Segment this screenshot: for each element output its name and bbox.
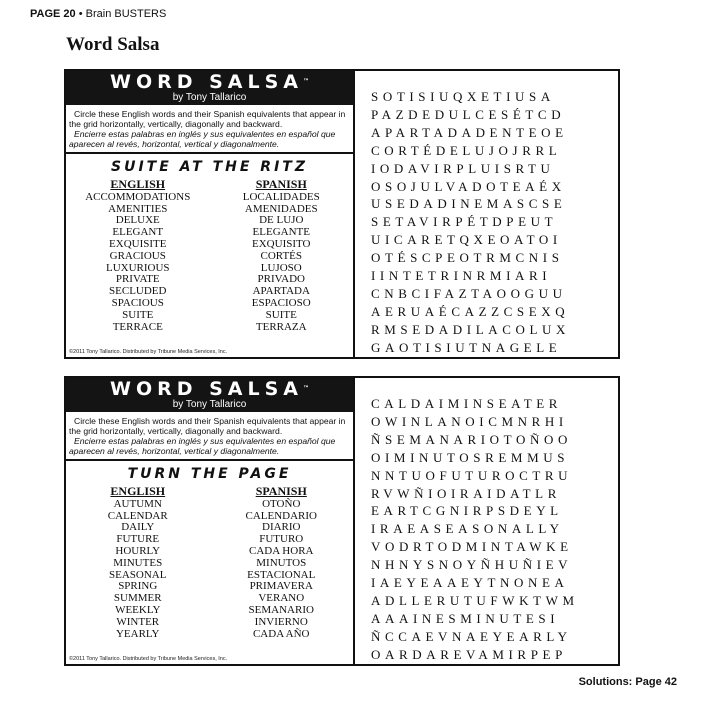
word-item: CADA AÑO [252,627,310,640]
english-list [66,486,210,640]
spanish-heading: SPANISH [255,177,307,191]
copyright: ©2011 Tony Tallarico. Distributed by Tribune Media Services, Inc. [69,656,228,662]
word-item: CALENDARIO [245,509,317,522]
word-item: TERRACE [112,320,163,333]
word-lists [66,179,353,333]
instructions-en: Circle these English words and their Spanish equivalents that appear in the grid horizontally, vertically, diagonally and backward. [69,109,346,129]
logo-banner [66,378,353,412]
page-title: Word Salsa [66,34,160,55]
word-item: SUITE [122,308,154,321]
grid-row: PAZDEDULCESÉTCD [371,106,566,122]
grid-row: OTÉSCPEOTRMCNIS [371,250,564,266]
puzzle-subtitle: SUITE AT THE RITZ [111,159,308,175]
logo [66,71,353,92]
copyright: ©2011 Tony Tallarico. Distributed by Tribune Media Services, Inc. [69,349,228,355]
page-number: PAGE 20 [30,8,76,20]
grid-row: SOTISIUQXETIUSA [371,89,555,104]
word-item: CALENDAR [107,509,168,522]
grid-row: OSOJULVADOTEAÉX [371,178,566,194]
solutions-note: Solutions: Page 42 [578,676,677,688]
word-item: SPRING [118,580,158,593]
word-item: ACCOMMODATIONS [85,190,191,203]
grid-row: RVWÑIOIRAIDATLR [371,485,561,501]
word-item: MINUTES [113,556,163,569]
word-item: SECLUDED [109,285,167,298]
grid-row: AERUAÉCAZZCSEXQ [371,303,570,319]
letter-grid [355,378,618,664]
page-header [30,8,166,20]
word-item: FUTURO [259,533,304,546]
grid-row: OWINLANOICMNRHI [371,413,568,429]
word-item: SUMMER [113,592,162,605]
word-item: LUJOSO [260,261,302,274]
grid-row: CALDAIMINSEATER [371,396,563,411]
grid-row: USEDADINEMASCSE [371,196,567,212]
word-item: AUTUMN [113,497,162,510]
spanish-list [210,486,354,640]
byline: by Tony Tallarico [172,399,247,410]
word-item: SUITE [265,308,297,321]
grid-row: CNBCIFAZTAOOGUU [371,285,567,301]
spanish-heading: SPANISH [255,484,307,498]
grid-row: IRAEASEASONALLY [371,521,564,537]
grid-row: EARTCGNIRPSDEYL [371,503,563,519]
grid-row: OARDAREVAMIRPEP [371,646,567,662]
word-item: ESTACIONAL [247,568,316,581]
word-item: EXQUISITE [109,237,167,250]
word-item: APARTADA [252,285,310,298]
puzzle-2-clues [66,378,355,664]
trademark: ™ [303,78,309,85]
grid-row: AAAINESMINUTESI [371,610,560,626]
trademark: ™ [303,385,309,392]
letter-grid [355,71,618,357]
grid-row: RMSEDADILACOLUX [371,321,570,337]
word-item: FUTURE [116,533,160,546]
grid-row: IINTETRINRMIARI [371,268,552,284]
word-item: CORTÉS [260,249,302,262]
grid-row: NNTUOFUTUROCTRU [371,467,573,483]
word-item: GRACIOUS [109,249,166,262]
section-name: Brain BUSTERS [85,8,167,20]
grid-row: CORTÉDELUJOJRRL [371,142,562,158]
word-item: SEASONAL [109,568,167,581]
grid-row: VODRTODMINTAWKE [371,539,573,555]
puzzle-1 [64,69,620,359]
word-item: AMENIDADES [244,202,318,215]
word-item: ELEGANTE [252,226,310,239]
grid-row: IODAVIRPLUISRTU [371,160,555,176]
word-item: WINTER [116,615,160,628]
grid-row: IAEYEAAEYTNONEA [371,575,569,591]
word-item: TERRAZA [255,320,307,333]
grid-row: SETAVIRPÉTDPEUT [371,214,558,230]
word-item: DIARIO [262,521,301,534]
spanish-list [210,179,354,333]
word-lists [66,486,353,640]
grid-row: APARTADADENTEOE [371,124,568,140]
grid-row: OIMINUTOSREMMUS [371,449,570,465]
english-list [66,179,210,333]
instructions [66,105,353,154]
word-item: PRIVATE [115,273,160,286]
word-item: ESPACIOSO [251,296,311,309]
grid-row: ÑSEMANARIOTOÑOO [371,431,572,447]
puzzle-2 [64,376,620,666]
word-item: YEARLY [115,627,160,640]
instructions [66,412,353,461]
english-heading: ENGLISH [110,177,166,191]
word-item: LOCALIDADES [242,190,320,203]
header-bullet: • [78,8,83,20]
logo-banner [66,71,353,105]
word-item: EXQUISITO [252,237,311,250]
grid-row: ADLLERUTUFWKTWM [371,592,579,608]
word-item: VERANO [258,592,305,605]
word-item: WEEKLY [115,603,161,616]
grid-row: ÑCCAEVNAEYEARLY [371,628,572,644]
word-item: DELUXE [115,214,160,227]
word-item: LUXURIOUS [105,261,170,274]
word-item: INVIERNO [254,615,308,628]
grid-row: UICARETQXEOATOI [371,232,562,248]
word-item: SPACIOUS [111,296,164,309]
byline: by Tony Tallarico [172,92,247,103]
word-item: SEMANARIO [248,603,314,616]
logo-text: WORD SALSA [109,71,303,93]
instructions-en: Circle these English words and their Spanish equivalents that appear in the grid horizontally, vertically, diagonally and backward. [69,416,346,436]
word-item: ELEGANT [112,226,164,239]
english-heading: ENGLISH [110,484,166,498]
grid-row: GAOTISIUTNAGELE [371,339,562,355]
word-item: OTOÑO [262,497,301,510]
word-item: CADA HORA [249,544,314,557]
puzzle-1-clues [66,71,355,357]
word-item: MINUTOS [256,556,307,569]
word-item: PRIVADO [257,273,305,286]
word-item: AMENITIES [108,202,168,215]
logo-text: WORD SALSA [109,378,303,400]
instructions-es: Encierre estas palabras en inglés y sus equivalentes en español que aparecen al revés, horizontal, vertical y diagonalmente. [69,129,336,149]
word-item: HOURLY [115,544,161,557]
logo [66,378,353,399]
word-item: PRIMAVERA [249,580,313,593]
instructions-es: Encierre estas palabras en inglés y sus equivalentes en español que aparecen al revés, horizontal, vertical y diagonalmente. [69,436,336,456]
word-item: DE LUJO [259,214,304,227]
word-item: DAILY [121,521,155,534]
puzzle-subtitle: TURN THE PAGE [127,466,292,482]
grid-row: NHNYSNOYÑHUÑIEV [371,557,573,573]
